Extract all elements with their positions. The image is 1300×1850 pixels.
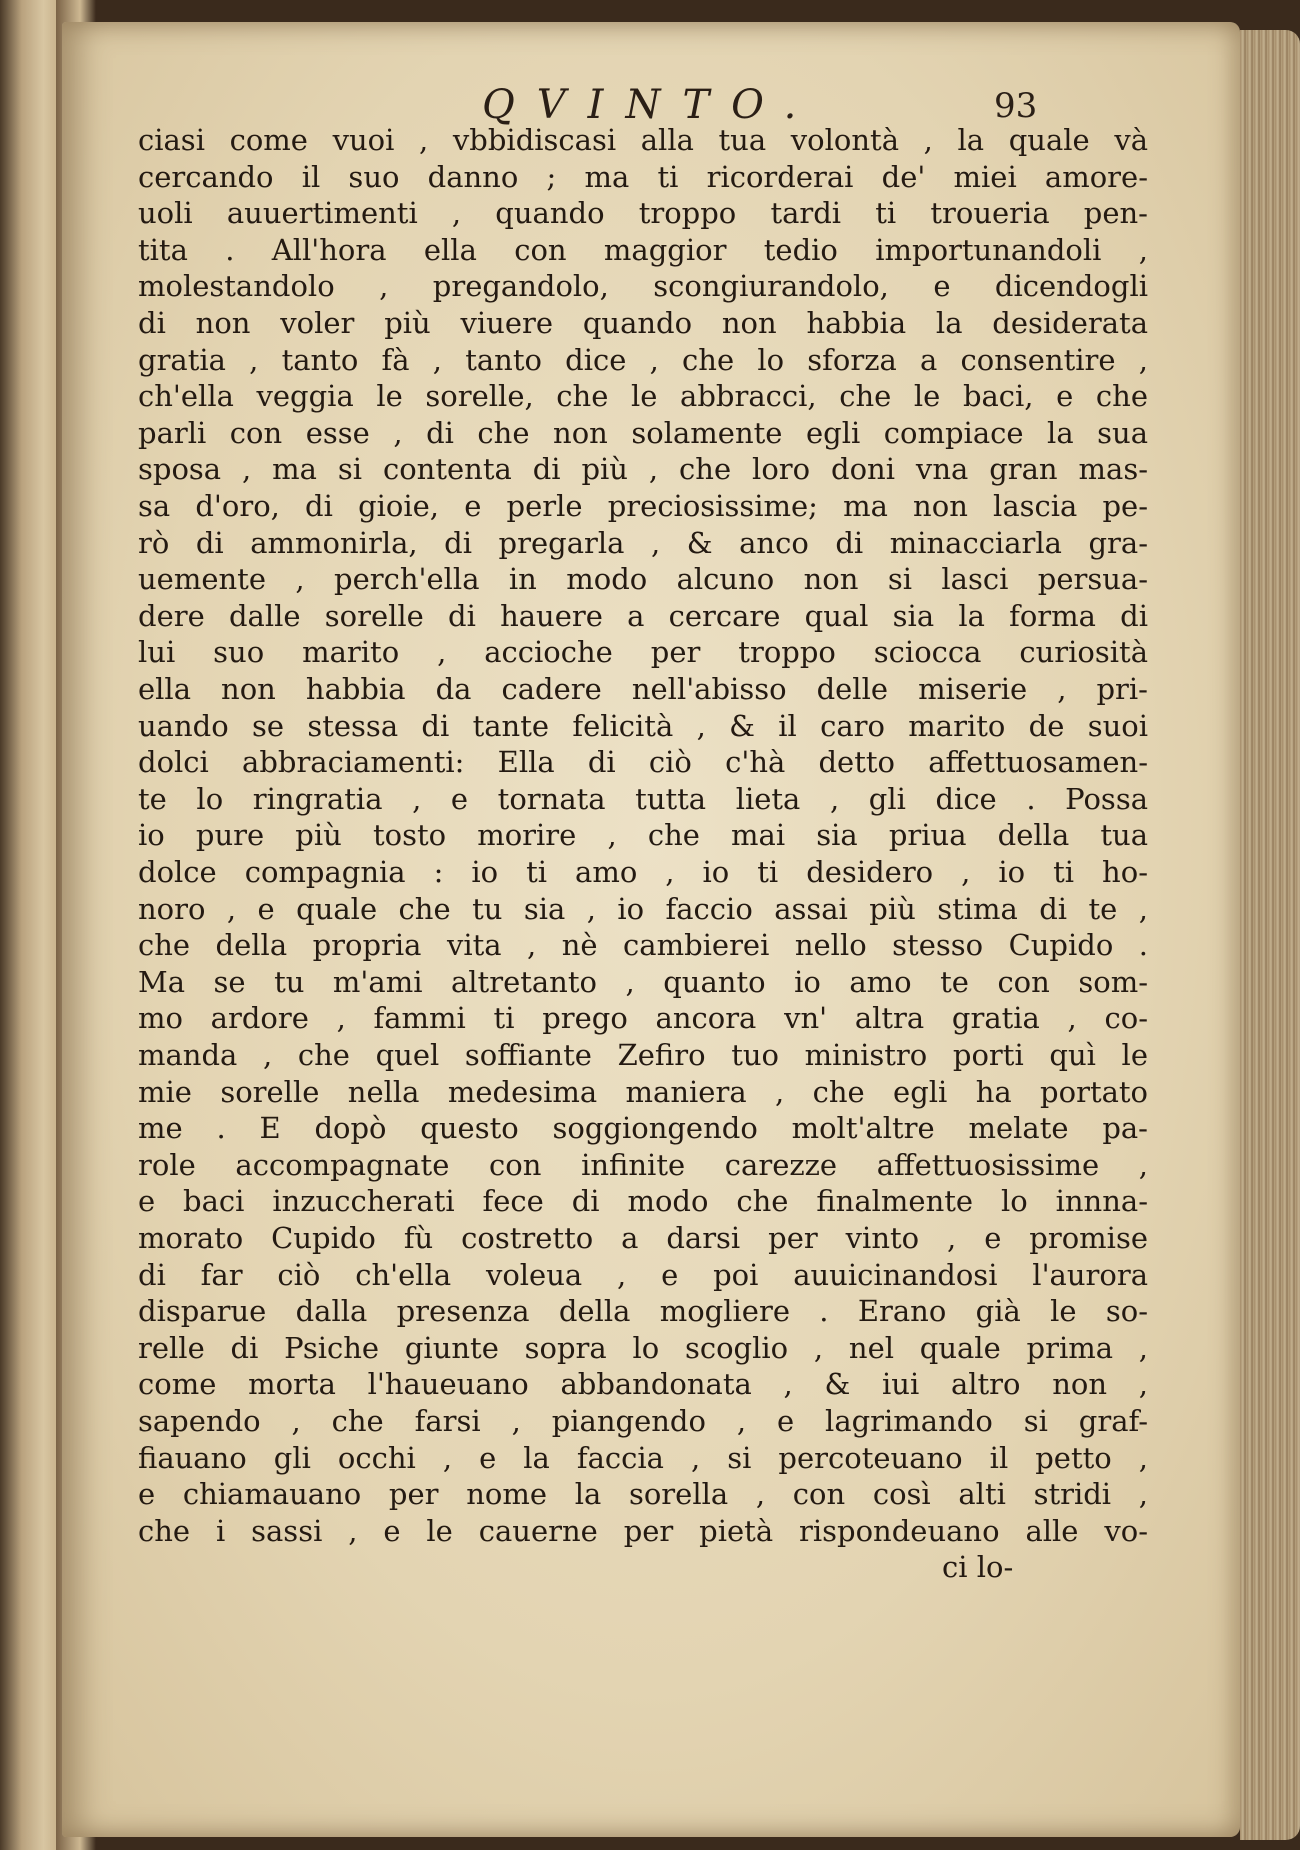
text-line: manda , che quel soffiante Zefiro tuo ministro porti quì le [138, 1038, 1148, 1072]
text-line: dolci abbraciamenti: Ella di ciò c'hà detto affettuosamen- [138, 745, 1148, 780]
running-head: QVINTO. [482, 82, 819, 128]
text-line: ciasi come vuoi , vbbidiscasi alla tua volontà , la quale và [138, 123, 1148, 157]
text-line: che i sassi , e le cauerne per pietà rispondeuano alle vo- [138, 1513, 1148, 1548]
text-line: tita . All'hora ella con maggior tedio importunandoli , [138, 232, 1148, 267]
text-line: me . E dopò questo soggiongendo molt'altre melate pa- [138, 1111, 1148, 1146]
text-line: mo ardore , fammi ti prego ancora vn' altra gratia , co- [138, 1001, 1148, 1036]
text-line: e baci inzuccherati fece di modo che finalmente lo innna- [138, 1184, 1148, 1219]
text-line: rò di ammonirla, di pregarla , & anco di minacciarla gra- [138, 525, 1148, 560]
catchword: ci lo- [942, 1550, 1014, 1585]
text-line: che della propria vita , nè cambierei nello stesso Cupido . [138, 928, 1148, 963]
text-line: ella non habbia da cadere nell'abisso delle miserie , pri- [138, 672, 1148, 706]
text-line: dere dalle sorelle di hauere a cercare qual sia la forma di [138, 598, 1148, 633]
text-line: lui suo marito , accioche per troppo sciocca curiosità [138, 635, 1148, 670]
text-line: te lo ringratia , e tornata tutta lieta , gli dice . Possa [138, 781, 1148, 816]
text-line: noro , e quale che tu sia , io faccio assai più stima di te , [138, 891, 1148, 926]
text-line: io pure più tosto morire , che mai sia priua della tua [138, 818, 1148, 853]
text-line: uemente , perch'ella in modo alcuno non si lasci persua- [138, 562, 1148, 597]
text-line: di far ciò ch'ella voleua , e poi auuicinandosi l'aurora [138, 1257, 1148, 1292]
text-line: role accompagnate con infinite carezze affettuosissime , [138, 1147, 1148, 1182]
text-line: sa d'oro, di gioie, e perle preciosissime; ma non lascia pe- [138, 489, 1148, 523]
text-line: morato Cupido fù costretto a darsi per vinto , e promise [138, 1221, 1148, 1255]
text-line: disparue dalla presenza della mogliere . Erano già le so- [138, 1294, 1148, 1329]
page-edges [1240, 30, 1300, 1840]
text-line: mie sorelle nella medesima maniera , che egli ha portato [138, 1074, 1148, 1109]
text-line: uoli auuertimenti , quando troppo tardi ti troueria pen- [138, 196, 1148, 231]
text-line: Ma se tu m'ami altretanto , quanto io amo te con som- [138, 964, 1148, 999]
text-line: come morta l'haueuano abbandonata , & iui altro non , [138, 1367, 1148, 1402]
page-number: 93 [994, 86, 1038, 126]
text-line: cercando il suo danno ; ma ti ricorderai de' miei amore- [138, 159, 1148, 194]
text-line: di non voler più viuere quando non habbia la desiderata [138, 306, 1148, 340]
text-line: gratia , tanto fà , tanto dice , che lo sforza a consentire , [138, 342, 1148, 377]
text-line: parli con esse , di che non solamente egli compiace la sua [138, 415, 1148, 450]
text-line: sapendo , che farsi , piangendo , e lagrimando si graf- [138, 1404, 1148, 1438]
text-line: molestandolo , pregandolo, scongiurandolo, e dicendogli [138, 269, 1148, 304]
text-block [62, 122, 1240, 1782]
facing-page-edge [0, 0, 62, 1850]
text-line: ch'ella veggia le sorelle, che le abbracci, che le baci, e che [138, 379, 1148, 414]
text-line: fiauano gli occhi , e la faccia , si percoteuano il petto , [138, 1440, 1148, 1475]
text-line: relle di Psiche giunte sopra lo scoglio , nel quale prima , [138, 1330, 1148, 1365]
text-line: dolce compagnia : io ti amo , io ti desidero , io ti ho- [138, 855, 1148, 889]
text-line: e chiamauano per nome la sorella , con così alti stridi , [138, 1477, 1148, 1512]
text-line: uando se stessa di tante felicità , & il caro marito de suoi [138, 708, 1148, 743]
text-line: sposa , ma si contenta di più , che loro doni vna gran mas- [138, 452, 1148, 487]
